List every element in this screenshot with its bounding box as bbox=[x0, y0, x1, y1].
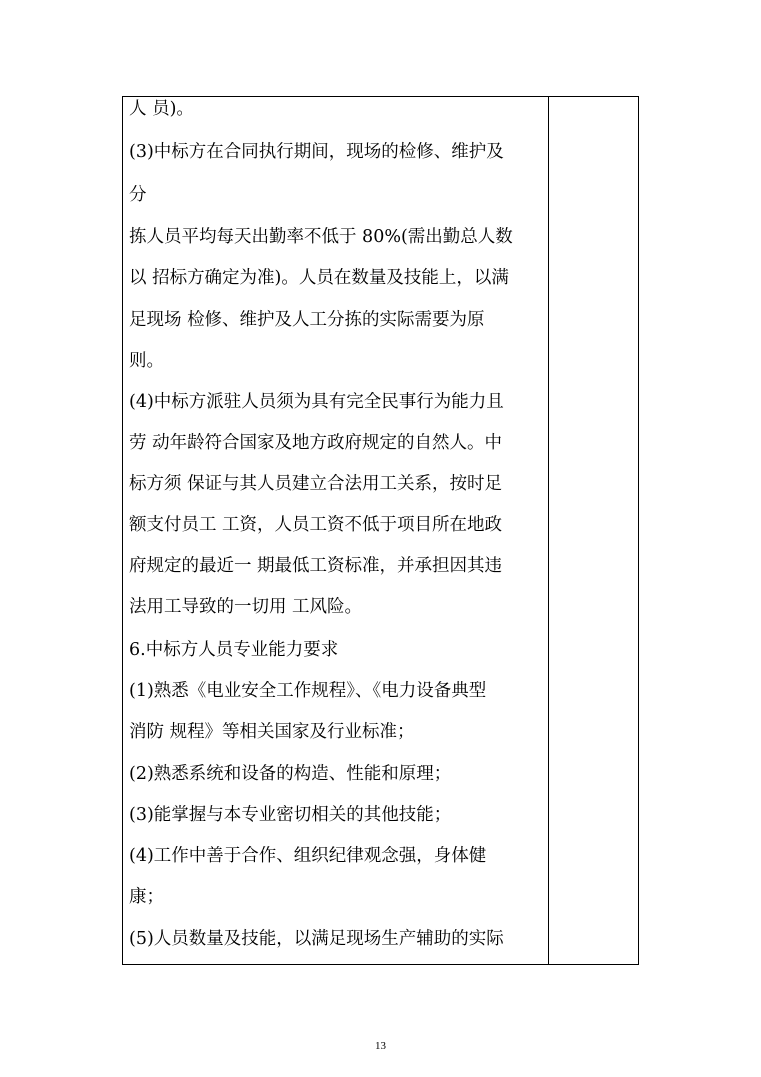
text-line: 康； bbox=[129, 887, 164, 907]
text-line: 劳 动年龄符合国家及地方政府规定的自然人。中 bbox=[129, 433, 503, 453]
content-table bbox=[122, 96, 639, 965]
text-line: 标方须 保证与其人员建立合法用工关系，按时足 bbox=[129, 474, 503, 494]
text-line: 法用工导致的一切用 工风险。 bbox=[129, 597, 363, 617]
text-line: 则。 bbox=[129, 351, 164, 371]
text-line: (2)熟悉系统和设备的构造、性能和原理； bbox=[129, 764, 452, 784]
page-number: 13 bbox=[375, 1040, 386, 1052]
text-line: 消防 规程》等相关国家及行业标准； bbox=[129, 722, 415, 742]
text-line: (5)人员数量及技能，以满足现场生产辅助的实际 bbox=[129, 929, 504, 949]
table-cell-requirements bbox=[123, 97, 548, 964]
text-line: 府规定的最近一 期最低工资标准，并承担因其违 bbox=[129, 556, 503, 576]
section-heading: 6.中标方人员专业能力要求 bbox=[129, 640, 339, 660]
text-line: 拣人员平均每天出勤率不低于 80%(需出勤总人数 bbox=[129, 227, 513, 247]
text-line: (1)熟悉《电业安全工作规程》、《电力设备典型 bbox=[129, 681, 487, 701]
text-line: 分 bbox=[129, 185, 147, 205]
text-line: (3)能掌握与本专业密切相关的其他技能； bbox=[129, 805, 452, 825]
text-line: (4)工作中善于合作、组织纪律观念强，身体健 bbox=[129, 846, 487, 866]
text-line: (4)中标方派驻人员须为具有完全民事行为能力且 bbox=[129, 392, 504, 412]
text-line: 足现场 检修、维护及人工分拣的实际需要为原 bbox=[129, 310, 485, 330]
text-line: 以 招标方确定为准)。人员在数量及技能上，以满 bbox=[129, 268, 509, 288]
text-line: 额支付员工 工资，人员工资不低于项目所在地政 bbox=[129, 515, 503, 535]
text-line: (3)中标方在合同执行期间，现场的检修、维护及 bbox=[129, 142, 504, 162]
table-cell-empty bbox=[549, 97, 639, 964]
text-line: 人 员)。 bbox=[129, 99, 194, 119]
